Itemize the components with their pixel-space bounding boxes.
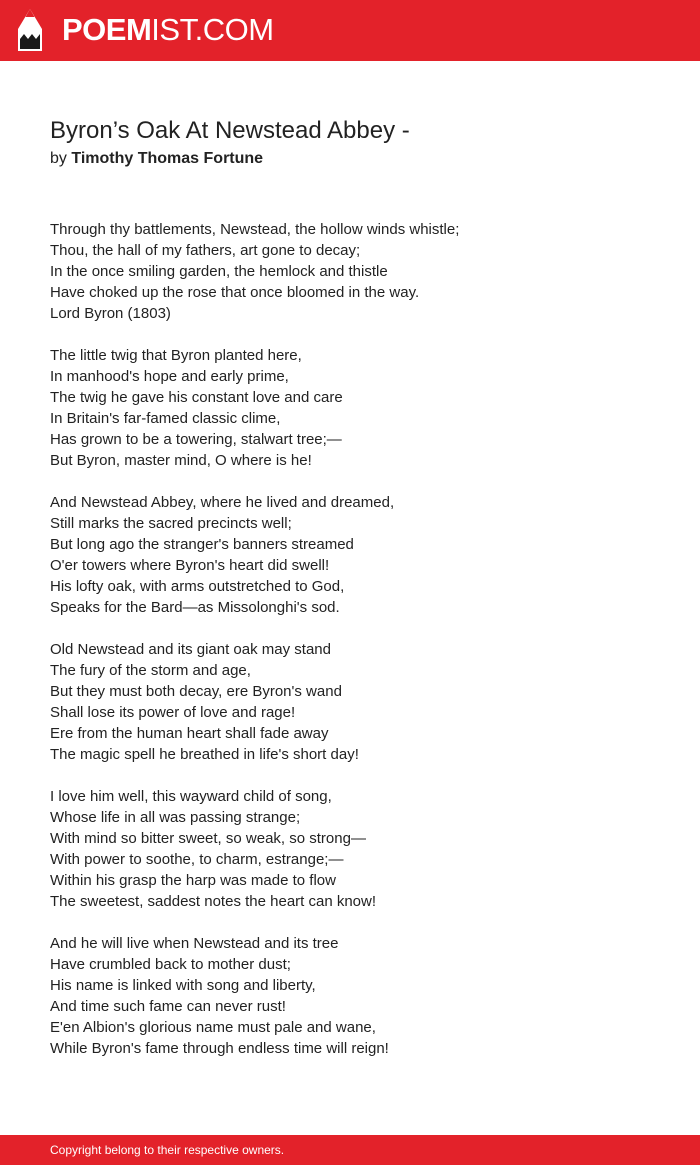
poem-author: Timothy Thomas Fortune <box>71 150 264 167</box>
pencil-tip-icon[interactable] <box>18 9 42 51</box>
poem-line: Through thy battlements, Newstead, the hollow winds whistle; <box>50 221 460 238</box>
poem-line: The twig he gave his constant love and care <box>50 389 343 406</box>
poem-line: In the once smiling garden, the hemlock and thistle <box>50 263 388 280</box>
poem-line: His lofty oak, with arms outstretched to God, <box>50 578 345 595</box>
poem-byline <box>50 149 263 169</box>
copyright-notice: Copyright belong to their respective owners. <box>50 1143 285 1157</box>
brand-light-text: IST.COM <box>151 12 274 47</box>
poem-line: The fury of the storm and age, <box>50 662 251 679</box>
poem-line: Have crumbled back to mother dust; <box>50 956 291 973</box>
poem-line: With mind so bitter sweet, so weak, so strong— <box>50 830 366 847</box>
poem-stanza <box>50 639 670 765</box>
site-footer <box>0 1135 700 1165</box>
poem-line: Have choked up the rose that once bloomed in the way. <box>50 284 420 301</box>
poem-line: But they must both decay, ere Byron's wand <box>50 683 342 700</box>
poem-line: Lord Byron (1803) <box>50 305 171 322</box>
poem-line: O'er towers where Byron's heart did swell! <box>50 557 330 574</box>
poem-line: Thou, the hall of my fathers, art gone to decay; <box>50 242 361 259</box>
poem-line: But Byron, master mind, O where is he! <box>50 452 312 469</box>
poem-line: Speaks for the Bard—as Missolonghi's sod. <box>50 599 340 616</box>
poem-line: Still marks the sacred precincts well; <box>50 515 292 532</box>
poem-stanza <box>50 933 670 1059</box>
poem-line: Within his grasp the harp was made to flow <box>50 872 336 889</box>
poem-line: And Newstead Abbey, where he lived and dreamed, <box>50 494 395 511</box>
poem-line: With power to soothe, to charm, estrange;— <box>50 851 344 868</box>
poem-line: While Byron's fame through endless time will reign! <box>50 1040 389 1057</box>
poem-stanza <box>50 345 670 471</box>
poem-line: And he will live when Newstead and its tree <box>50 935 339 952</box>
poem-line: Old Newstead and its giant oak may stand <box>50 641 331 658</box>
poem-line: And time such fame can never rust! <box>50 998 286 1015</box>
poem-line: Shall lose its power of love and rage! <box>50 704 296 721</box>
brand-bold-text: POEM <box>62 12 152 47</box>
poem-title: Byron’s Oak At Newstead Abbey - <box>50 117 410 144</box>
poem-line: The magic spell he breathed in life's short day! <box>50 746 359 763</box>
site-header <box>0 0 700 61</box>
poem-line: E'en Albion's glorious name must pale and wane, <box>50 1019 376 1036</box>
poem-line: The little twig that Byron planted here, <box>50 347 302 364</box>
poem-line: I love him well, this wayward child of song, <box>50 788 332 805</box>
poem-line: His name is linked with song and liberty, <box>50 977 316 994</box>
poem-line: In manhood's hope and early prime, <box>50 368 289 385</box>
by-label: by <box>50 150 67 167</box>
poem-line: Whose life in all was passing strange; <box>50 809 301 826</box>
poem-body <box>50 219 670 1080</box>
poem-line: Ere from the human heart shall fade away <box>50 725 329 742</box>
poem-stanza <box>50 492 670 618</box>
poem-line: Has grown to be a towering, stalwart tree;— <box>50 431 342 448</box>
poem-line: The sweetest, saddest notes the heart can know! <box>50 893 377 910</box>
poem-line: In Britain's far-famed classic clime, <box>50 410 281 427</box>
poem-stanza <box>50 219 670 324</box>
site-logo[interactable] <box>62 12 274 48</box>
poem-stanza <box>50 786 670 912</box>
poem-line: But long ago the stranger's banners streamed <box>50 536 354 553</box>
